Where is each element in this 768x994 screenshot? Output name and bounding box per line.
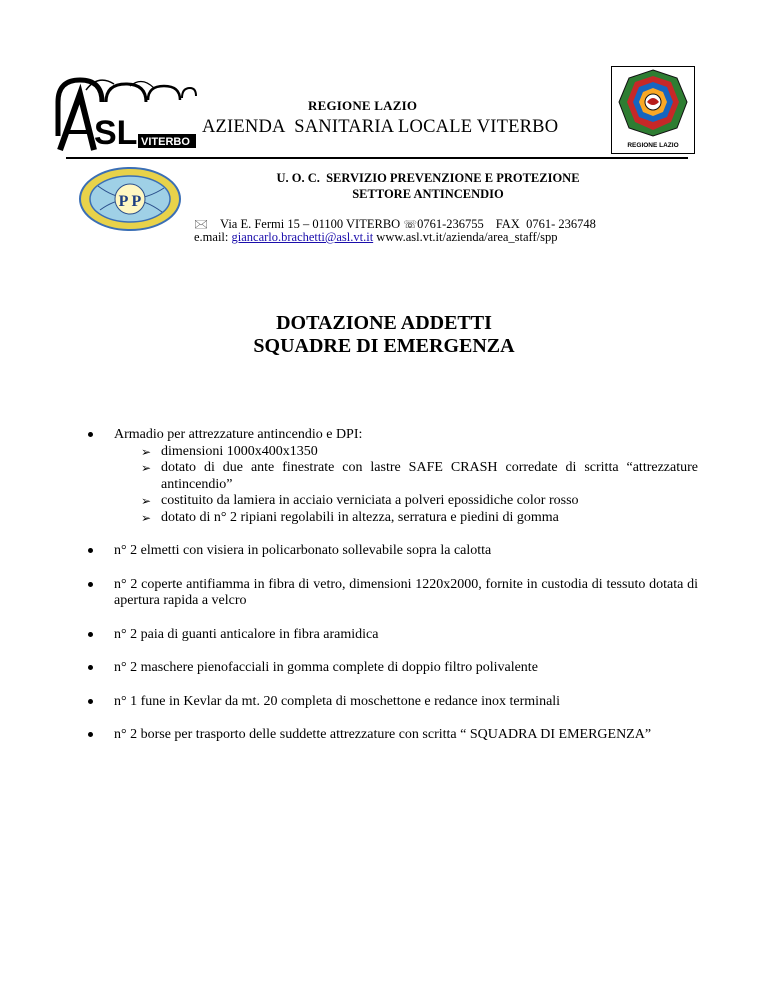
address-text: Via E. Fermi 15 – 01100 VITERBO bbox=[220, 217, 401, 231]
list-item bbox=[88, 627, 698, 644]
email-label: e.mail: bbox=[194, 230, 229, 244]
item-text: n° 2 elmetti con visiera in policarbonato sollevabile sopra la calotta bbox=[114, 543, 492, 558]
sub-item bbox=[114, 493, 698, 510]
arrow-bullet-icon: ➢ bbox=[141, 494, 152, 508]
spp-logo-letters: P P bbox=[118, 193, 142, 210]
seal-label: REGIONE LAZIO bbox=[627, 142, 679, 149]
sub-item-text: costituito da lamiera in acciaio verniciata a polveri epossidiche color rosso bbox=[161, 493, 579, 508]
item-text: n° 2 maschere pienofacciali in gomma complete di doppio filtro polivalente bbox=[114, 660, 538, 675]
phone-text: 0761-236755 bbox=[417, 217, 484, 231]
region-label: REGIONE LAZIO bbox=[308, 98, 418, 113]
bullet-icon bbox=[88, 732, 93, 737]
list-item bbox=[88, 427, 698, 526]
website-text: www.asl.vt.it/azienda/area_staff/spp bbox=[376, 230, 558, 244]
bullet-icon bbox=[88, 665, 93, 670]
spp-logo bbox=[78, 166, 182, 232]
sub-item bbox=[114, 444, 698, 461]
list-item bbox=[88, 543, 698, 560]
bullet-icon bbox=[88, 582, 93, 587]
bullet-icon bbox=[88, 432, 93, 437]
list-item bbox=[88, 660, 698, 677]
envelope-icon: 🖂 bbox=[194, 217, 209, 231]
sub-item bbox=[114, 510, 698, 527]
service-line-1: U. O. C. SERVIZIO PREVENZIONE E PROTEZIONE bbox=[276, 171, 580, 185]
arrow-bullet-icon: ➢ bbox=[141, 461, 152, 475]
bullet-icon bbox=[88, 699, 93, 704]
list-item bbox=[88, 694, 698, 711]
fax-text: FAX 0761- 236748 bbox=[495, 217, 596, 231]
equipment-list bbox=[88, 427, 698, 761]
phone-icon: ☏ bbox=[403, 218, 418, 231]
item-text: n° 1 fune in Kevlar da mt. 20 completa di moschettone e redance inox terminali bbox=[114, 693, 561, 709]
sub-item-text: dotato di n° 2 ripiani regolabili in altezza, serratura e piedini di gomma bbox=[161, 509, 559, 525]
title-line-2: SQUADRE DI EMERGENZA bbox=[253, 335, 515, 357]
item-text: n° 2 borse per trasporto delle suddette attrezzature con scritta “ SQUADRA DI EMERGENZA” bbox=[114, 727, 652, 742]
sub-item bbox=[114, 460, 698, 493]
service-line-2: SETTORE ANTINCENDIO bbox=[352, 187, 504, 201]
email-line bbox=[194, 230, 558, 245]
regione-lazio-seal bbox=[611, 66, 695, 154]
arrow-bullet-icon: ➢ bbox=[141, 444, 152, 459]
asl-viterbo-logo bbox=[50, 72, 198, 154]
item-text: n° 2 paia di guanti anticalore in fibra aramidica bbox=[114, 626, 379, 642]
bullet-icon bbox=[88, 632, 93, 637]
service-title bbox=[226, 170, 630, 202]
email-link[interactable]: giancarlo.brachetti@asl.vt.it bbox=[231, 230, 374, 244]
list-item bbox=[88, 577, 698, 610]
item-text: n° 2 coperte antifiamma in fibra di vetro, dimensioni 1220x2000, fornite in custodia di tessuto dotata di apertura rapida a velcro bbox=[114, 576, 698, 608]
agency-title: AZIENDA SANITARIA LOCALE VITERBO bbox=[202, 117, 559, 137]
bullet-icon bbox=[88, 548, 93, 553]
header-divider bbox=[66, 157, 688, 159]
svg-text:SL: SL bbox=[94, 114, 138, 152]
list-item bbox=[88, 727, 698, 744]
sub-item-text: dotato di due ante finestrate con lastre SAFE CRASH corredate di scritta “attrezzature antincendio” bbox=[161, 460, 698, 492]
title-line-1: DOTAZIONE ADDETTI bbox=[276, 312, 492, 334]
document-title bbox=[0, 312, 768, 358]
arrow-bullet-icon: ➢ bbox=[141, 510, 152, 525]
sub-item-text: dimensioni 1000x400x1350 bbox=[161, 443, 318, 459]
item-text: Armadio per attrezzature antincendio e DPI: bbox=[114, 427, 363, 442]
asl-logo-sub: VITERBO bbox=[141, 136, 190, 148]
